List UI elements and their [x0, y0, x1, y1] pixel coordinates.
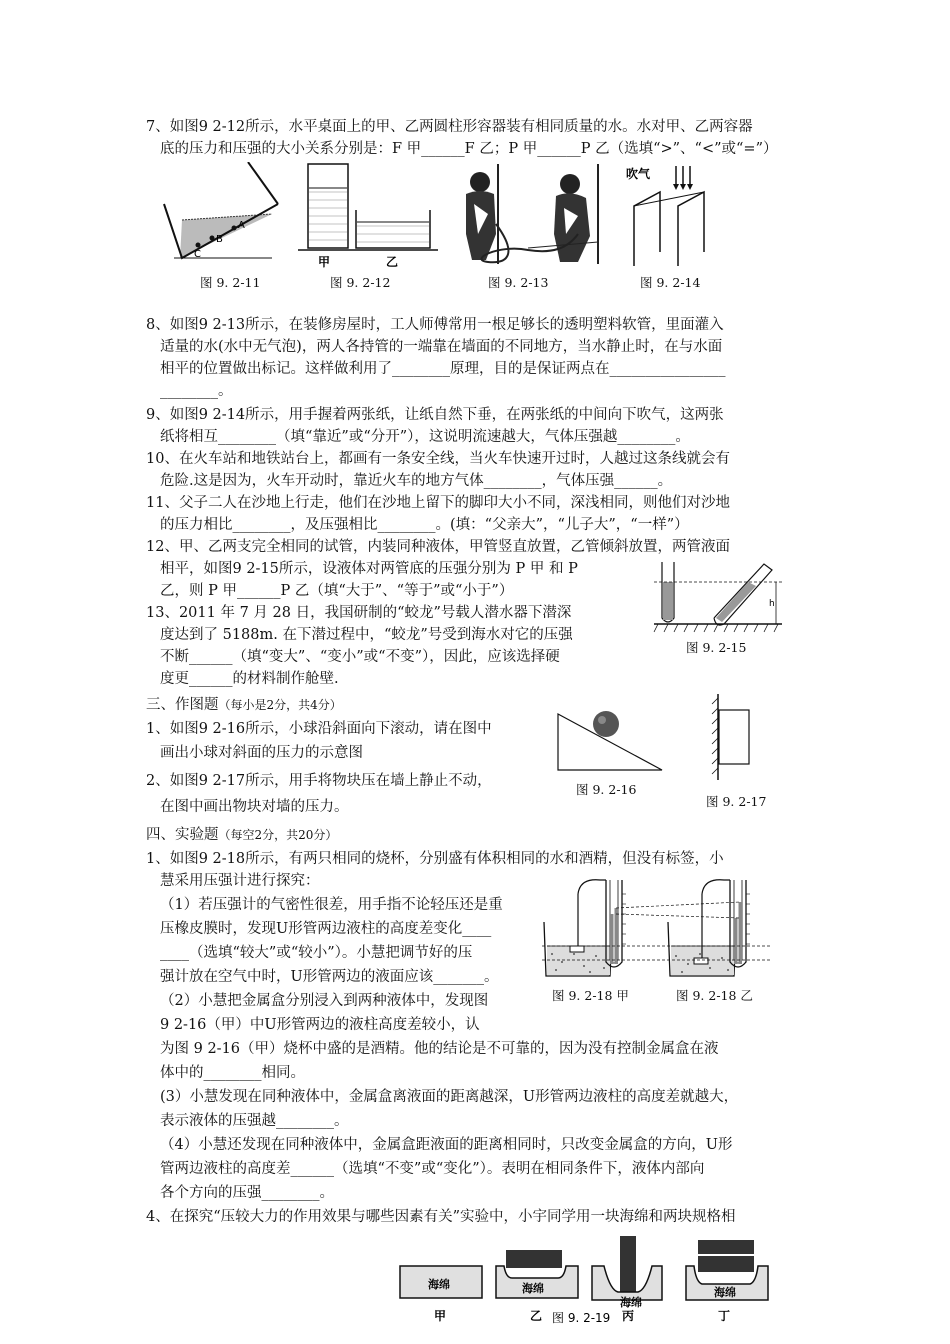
caption-9-2-11: 图 9. 2-11 — [200, 275, 261, 290]
s3-q2-line-1: 2、如图9 2-17所示，用手将物块压在墙上静止不动， — [146, 773, 492, 789]
s3-q1-line-2: 画出小球对斜面的压力的示意图 — [160, 745, 363, 761]
s4-p1-line-4: 强计放在空气中时，U形管两边的液面应该_______。 — [160, 969, 499, 985]
s4-p1-line-2: 压橡皮膜时，发现U形管两边液柱的高度差变化____ — [160, 921, 492, 937]
s3-q2-line-2: 在图中画出物块对墙的压力。 — [160, 799, 349, 815]
caption-9-2-13: 图 9. 2-13 — [488, 275, 549, 290]
label-b: B — [216, 234, 223, 245]
figure-9-2-19 — [396, 1236, 776, 1344]
figure-9-2-11 — [160, 162, 280, 267]
caption-9-2-16: 图 9. 2-16 — [576, 782, 637, 797]
s4-q1-line-2: 慧采用压强计进行探究： — [160, 873, 320, 889]
figure-9-2-14 — [620, 162, 720, 272]
figure-9-2-17 — [704, 692, 764, 782]
label-yi: 乙 — [386, 255, 399, 269]
s4-p4-line-1: （4）小慧还发现在同种液体中，金属盒距液面的距离相同时，只改变金属盒的方向，U形 — [160, 1137, 733, 1153]
h-label: h — [769, 599, 775, 609]
q12-line-1: 12、甲、乙两支完全相同的试管，内装同种液体，甲管竖直放置，乙管倾斜放置，两管液面 — [146, 539, 730, 555]
q11-line-2: 的压力相比________，及压强相比________。(填：“父亲大”，“儿子大”，“一样”） — [160, 517, 689, 533]
blow-label: 吹气 — [626, 167, 651, 181]
s4-p2-line-3: 为图 9 2-16（甲）烧杯中盛的是酒精。他的结论是不可靠的，因为没有控制金属盒在液 — [160, 1041, 719, 1057]
figure-9-2-15 — [652, 560, 784, 636]
q12-line-2: 相平，如图9 2-15所示，设液体对两管底的压强分别为 P 甲 和 P — [160, 561, 578, 577]
q13-line-4: 度更______的材料制作舱壁. — [160, 671, 339, 687]
sponge-label-4: 海绵 — [714, 1286, 736, 1299]
section-4-title: 四、实验题 — [146, 827, 219, 843]
q12-line-3: 乙，则 P 甲______P 乙（填“大于”、“等于”或“小于”） — [160, 583, 514, 599]
section-4-heading — [146, 824, 337, 846]
s4-p4-line-3: 各个方向的压强________。 — [160, 1185, 334, 1201]
q13-line-2: 度达到了 5188m. 在下潜过程中，“蛟龙”号受到海水对它的压强 — [160, 627, 573, 643]
sponge-label-1: 海绵 — [428, 1278, 450, 1291]
section-3-title: 三、作图题 — [146, 697, 219, 713]
label-jia: 甲 — [434, 1309, 447, 1323]
label-bing: 丙 — [622, 1309, 635, 1323]
q9-line-2: 纸将相互________（填“靠近”或“分开”），这说明流速越大，气体压强越________。 — [160, 429, 690, 445]
label-yi: 乙 — [530, 1309, 543, 1323]
s4-p3-line-1: (3）小慧发现在同种液体中，金属盒离液面的距离越深，U形管两边液柱的高度差就越大， — [160, 1089, 739, 1105]
figure-9-2-16 — [556, 702, 668, 774]
section-3-heading — [146, 694, 342, 716]
caption-9-2-12: 图 9. 2-12 — [330, 275, 391, 290]
section-3-score: （每小是2分，共4分） — [218, 698, 342, 712]
figure-9-2-13 — [458, 164, 608, 272]
s4-q4-line-1: 4、在探究“压较大力的作用效果与哪些因素有关”实验中，小宇同学用一块海绵和两块规格相 — [146, 1209, 736, 1225]
s4-p3-line-2: 表示液体的压强越________。 — [160, 1113, 349, 1129]
q8-line-3: 相平的位置做出标记。这样做利用了________原理，目的是保证两点在________________ — [160, 361, 726, 377]
s4-q1-line-1: 1、如图9 2-18所示，有两只相同的烧杯，分别盛有体积相同的水和酒精，但没有标签，小 — [146, 851, 724, 867]
caption-9-2-18-yi: 图 9. 2-18 乙 — [676, 988, 753, 1003]
sponge-label-3: 海绵 — [620, 1296, 642, 1309]
q8-line-4: ________。 — [160, 383, 233, 399]
figure-9-2-12 — [298, 162, 438, 272]
s4-p2-line-2: 9 2-16（甲）中U形管两边的液柱高度差较小，认 — [160, 1017, 480, 1033]
label-ding: 丁 — [718, 1309, 731, 1323]
s3-q1-line-1: 1、如图9 2-16所示，小球沿斜面向下滚动，请在图中 — [146, 721, 492, 737]
s4-p1-line-3: ____（选填“较大”或“较小”）。小慧把调节好的压 — [160, 945, 473, 961]
label-jia: 甲 — [318, 255, 331, 269]
q11-line-1: 11、父子二人在沙地上行走，他们在沙地上留下的脚印大小不同，深浅相同，则他们对沙地 — [146, 495, 730, 511]
label-a: A — [238, 220, 245, 231]
figure-9-2-18 — [540, 874, 790, 982]
s4-p1-line-1: （1）若压强计的气密性很差，用手指不论轻压还是重 — [160, 897, 503, 913]
q7-line-2: 底的压力和压强的大小关系分别是：F 甲______F 乙；P 甲______P 乙（选填“>”、“<”或“=”） — [160, 141, 778, 157]
q10-line-2: 危险.这是因为，火车开动时，靠近火车的地方气体________，气体压强______。 — [160, 473, 673, 489]
q9-line-1: 9、如图9 2-14所示，用手握着两张纸，让纸自然下垂，在两张纸的中间向下吹气，这两张 — [146, 407, 724, 423]
caption-9-2-18-jia: 图 9. 2-18 甲 — [552, 988, 629, 1003]
q8-line-1: 8、如图9 2-13所示，在装修房屋时，工人师傅常用一根足够长的透明塑料软管，里面灌入 — [146, 317, 724, 333]
q13-line-1: 13、2011 年 7 月 28 日，我国研制的“蛟龙”号载人潜水器下潜深 — [146, 605, 572, 621]
q8-line-2: 适量的水(水中无气泡)，两人各持管的一端靠在墙面的不同地方，当水静止时，在与水面 — [160, 339, 723, 355]
q13-line-3: 不断______（填“变大”、“变小”或“不变”），因此，应该选择硬 — [160, 649, 560, 665]
s4-p4-line-2: 管两边液柱的高度差______（选填“不变”或“变化”）。表明在相同条件下，液体内部向 — [160, 1161, 705, 1177]
q10-line-1: 10、在火车站和地铁站台上，都画有一条安全线，当火车快速开过时，人越过这条线就会有 — [146, 451, 730, 467]
caption-9-2-15: 图 9. 2-15 — [686, 640, 747, 655]
s4-p2-line-4: 体中的________相同。 — [160, 1065, 305, 1081]
sponge-label-2: 海绵 — [522, 1282, 544, 1295]
s4-p2-line-1: （2）小慧把金属盒分别浸入到两种液体中，发现图 — [160, 993, 489, 1009]
caption-9-2-19: 图 9. 2-19 — [552, 1311, 611, 1325]
label-c: C — [194, 249, 201, 260]
q7-line-1: 7、如图9 2-12所示，水平桌面上的甲、乙两圆柱形容器装有相同质量的水。水对甲、乙两容器 — [146, 119, 753, 135]
caption-9-2-14: 图 9. 2-14 — [640, 275, 701, 290]
caption-9-2-17: 图 9. 2-17 — [706, 794, 767, 809]
section-4-score: （每空2分，共20分） — [218, 828, 338, 842]
